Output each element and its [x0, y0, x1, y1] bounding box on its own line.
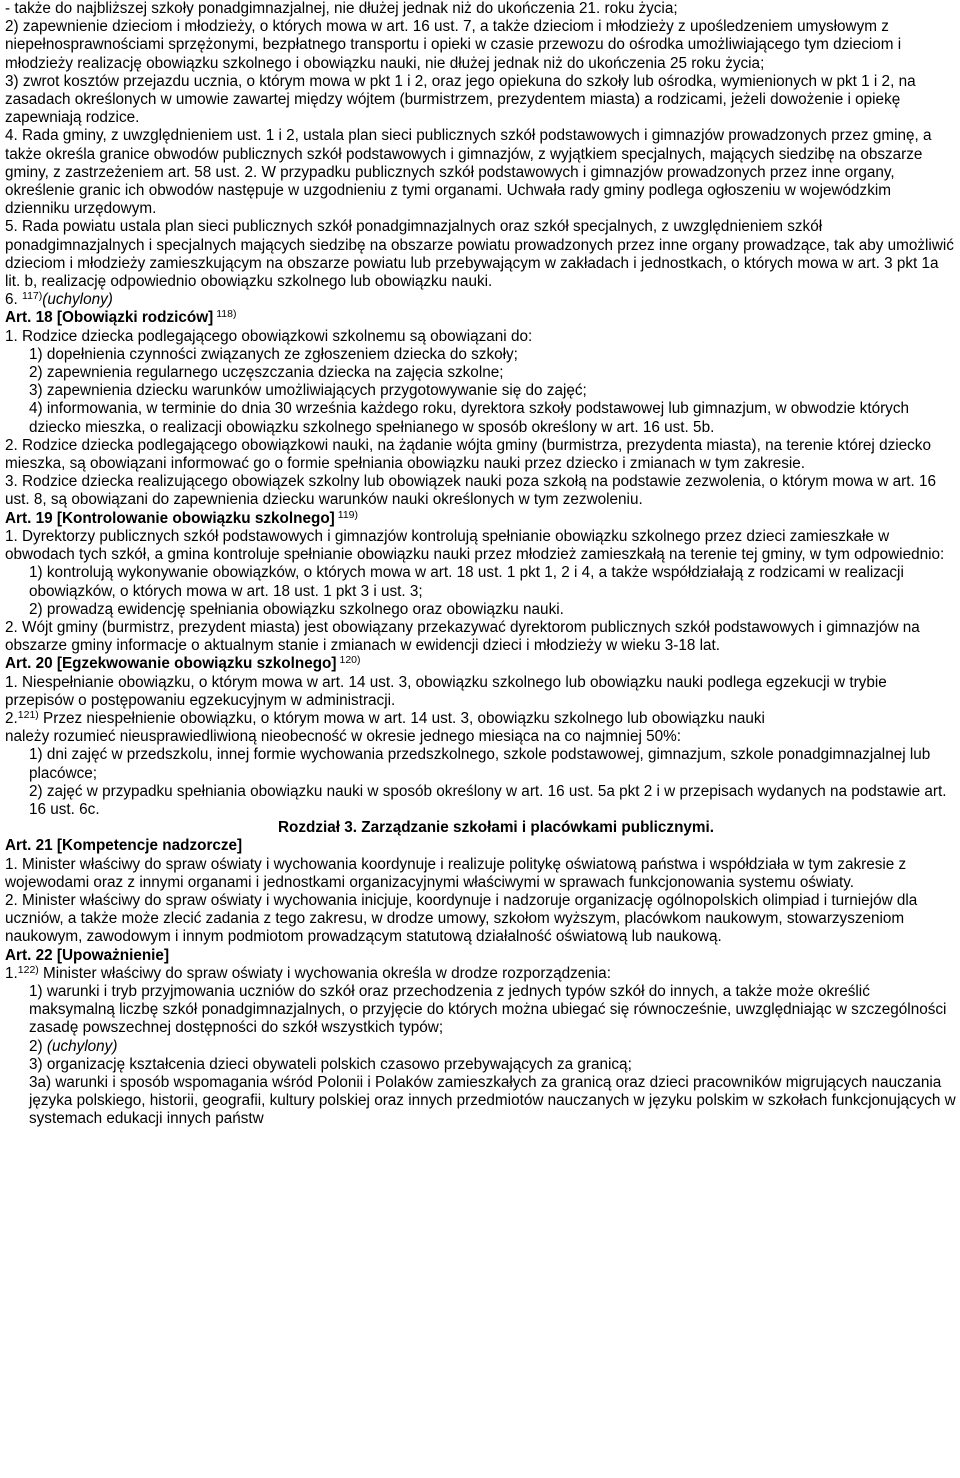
footnote-ref: 121) — [17, 708, 39, 721]
paragraph: 4. Rada gminy, z uwzględnieniem ust. 1 i 2, ustala plan sieci publicznych szkół podstawowych i gimnazjów prowadzonych przez gminę, a także określa granice obwodów publicznych szkół podstawowych i gimnazjów, z wyjątkiem specjalnych, mających siedzibę na obszarze gminy, z zastrzeżeniem art. 58 ust. 2. W przypadku publicznych szkół podstawowych i gimnazjów prowadzonych przez inne organy, określenie granic ich obwodów następuje w uzgodnieniu z tymi organami. Uchwała rady gminy podlega ogłoszeniu w wojewódzkim dzienniku urzędowym. — [5, 127, 932, 218]
paragraph — [5, 710, 957, 728]
article-title: Art. 19 [Kontrolowanie obowiązku szkolnego] — [5, 509, 335, 527]
repealed-text: (uchylony) — [42, 291, 113, 309]
paragraph-text: Minister właściwy do spraw oświaty i wychowania określa w drodze rozporządzenia: — [43, 964, 611, 982]
document-page — [5, 0, 957, 1129]
article-heading — [5, 947, 957, 965]
paragraph: 1. Niespełnianie obowiązku, o którym mowa w art. 14 ust. 3, obowiązku szkolnego lub obowiązku nauki podlega egzekucji w trybie przepisów o postępowaniu egzekucyjnym w administracji. — [5, 673, 887, 709]
list-item: 2) zajęć w przypadku spełniania obowiązku nauki w sposób określony w art. 16 ust. 5a pkt 2 i w przepisach wydanych na podstawie art. 16 ust. 6c. — [29, 782, 947, 818]
list-item: 4) informowania, w terminie do dnia 30 września każdego roku, dyrektora szkoły podstawowej lub gimnazjum, w obwodzie których dziecko mieszka, o realizacji obowiązku szkolnego spełnianego w sposób określony w art. 16 ust. 5b. — [29, 400, 909, 436]
list-item: 2) zapewnienie dzieciom i młodzieży, o których mowa w art. 16 ust. 7, a także dzieciom i młodzieży z upośledzeniem umysłowym z niepełnosprawnościami sprzężonymi, bezpłatnego transportu i opieki w czasie przewozu do ośrodka umożliwiającego tym dzieciom i młodzieży realizację obowiązku szkolnego i obowiązku nauki, nie dłużej jednak niż do ukończenia 25 roku życia; — [5, 18, 902, 72]
paragraph: 1. Minister właściwy do spraw oświaty i wychowania koordynuje i realizuje politykę oświatową państwa i współdziała w tym zakresie z wojewodami oraz z innymi organami i jednostkami organizacyjnymi właściwymi w sprawach funkcjonowania systemu oświaty. — [5, 855, 907, 891]
paragraph — [5, 965, 957, 983]
paragraph-number: 2. — [5, 709, 18, 727]
footnote-ref: 117) — [22, 290, 43, 303]
item-number: 2) — [29, 1037, 43, 1055]
repealed-text: (uchylony) — [46, 1037, 118, 1055]
article-heading — [5, 837, 957, 855]
footnote-ref: 119) — [337, 508, 359, 521]
paragraph: 1. Dyrektorzy publicznych szkół podstawowych i gimnazjów kontrolują spełnianie obowiązku szkolnego przez dzieci zamieszkałe w obwodach tych szkół, a gmina kontroluje spełnianie obowiązku nauki przez młodzież zamieszkałą na terenie tej gminy, w tym odpowiednio: — [5, 527, 945, 564]
article-heading — [5, 655, 957, 673]
list-item: 3) zwrot kosztów przejazdu ucznia, o którym mowa w pkt 1 i 2, oraz jego opiekuna do szkoły lub ośrodka, wymienionych w pkt 1 i 2, na zasadach określonych w umowie zawartej między wójtem (burmistrzem, prezydentem miasta) a rodzicami, jeżeli dowożenie i opiekę zapewniają rodzice. — [5, 72, 916, 127]
list-item: 1) dni zajęć w przedszkolu, innej formie wychowania przedszkolnego, szkole podstawowej, gimnazjum, szkole ponadgimnazjalnej lub placówce; — [29, 746, 931, 782]
list-item: - także do najbliższej szkoły ponadgimnazjalnej, nie dłużej jednak niż do ukończenia 21. roku życia; — [5, 0, 678, 17]
article-heading — [5, 309, 957, 327]
list-item: 1) dopełnienia czynności związanych ze zgłoszeniem dziecka do szkoły; — [29, 345, 518, 363]
list-item: 1) kontrolują wykonywanie obowiązków, o których mowa w art. 18 ust. 1 pkt 1, 2 i 4, a także współdziałają z rodzicami w realizacji obowiązków, o których mowa w art. 18 ust. 1 pkt 3 i ust. 3; — [29, 564, 904, 600]
chapter-title: Rozdział 3. Zarządzanie szkołami i placówkami publicznymi. — [277, 819, 715, 837]
article-heading — [5, 510, 957, 528]
paragraph: 2. Rodzice dziecka podlegającego obowiązkowi nauki, na żądanie wójta gminy (burmistrza, prezydenta miasta), na terenie której dziecko mieszka, są obowiązani informować go o formie spełniania obowiązku nauki przez dziecko i zmianach w tym zakresie. — [5, 436, 931, 473]
footnote-ref: 118) — [216, 308, 237, 321]
article-title: Art. 20 [Egzekwowanie obowiązku szkolnego] — [5, 655, 337, 673]
paragraph-number: 1. — [5, 964, 18, 982]
paragraph: 5. Rada powiatu ustala plan sieci publicznych szkół ponadgimnazjalnych oraz szkół specjalnych, z uwzględnieniem szkół ponadgimnazjalnych i specjalnych mających siedzibę na obszarze powiatu prowadzonych przez inne organy prowadzące, tak aby umożliwić dzieciom i młodzieży zamieszkującym na obszarze powiatu lub przebywającym w zakładach i jednostkach, o których mowa w art. 3 pkt 1a lit. b, realizację odpowiednio obowiązku szkolnego lub obowiązku nauki. — [5, 218, 954, 291]
paragraph-text: Przez niespełnienie obowiązku, o którym mowa w art. 14 ust. 3, obowiązku szkolnego lub obowiązku nauki — [43, 709, 765, 727]
article-title: Art. 21 [Kompetencje nadzorcze] — [5, 837, 243, 855]
list-item: 3) zapewnienia dziecku warunków umożliwiających przygotowywanie się do zajęć; — [29, 382, 587, 400]
list-item: 3) organizację kształcenia dzieci obywateli polskich czasowo przebywających za granicą; — [29, 1055, 632, 1073]
list-item-repealed — [5, 1038, 957, 1056]
paragraph: 1. Rodzice dziecka podlegającego obowiązkowi szkolnemu są obowiązani do: — [5, 327, 533, 345]
paragraph: 2. Minister właściwy do spraw oświaty i wychowania inicjuje, koordynuje i nadzoruje organizację ogólnopolskich olimpiad i turniejów dla uczniów, a także może zlecić zadania z tego zakresu, w drodze umowy, szkołom wyższym, placówkom naukowym, stowarzyszeniom naukowym, zawodowym i innym podmiotom prowadzącym statutową działalność oświatową lub naukową. — [5, 891, 918, 946]
paragraph: 2. Wójt gminy (burmistrz, prezydent miasta) jest obowiązany przekazywać dyrektorom publicznych szkół podstawowych i gimnazjów na obszarze gminy informacje o aktualnym stanie i zmianach w ewidencji dzieci i młodzieży w wieku 3-18 lat. — [5, 618, 920, 655]
paragraph: 3. Rodzice dziecka realizującego obowiązek szkolny lub obowiązek nauki poza szkołą na podstawie zezwolenia, o którym mowa w art. 16 ust. 8, są obowiązani do zapewnienia dziecku warunków nauki określonych w tym zezwoleniu. — [5, 473, 937, 509]
paragraph: należy rozumieć nieusprawiedliwioną nieobecność w okresie jednego miesiąca na co najmniej 50%: — [5, 728, 681, 746]
list-item: 2) zapewnienia regularnego uczęszczania dziecka na zajęcia szkolne; — [29, 364, 504, 382]
article-title: Art. 18 [Obowiązki rodziców] — [5, 309, 214, 327]
footnote-ref: 122) — [17, 963, 39, 976]
footnote-ref: 120) — [339, 654, 361, 667]
paragraph-repealed — [5, 291, 957, 309]
article-title: Art. 22 [Upoważnienie] — [5, 946, 170, 964]
list-item: 3a) warunki i sposób wspomagania wśród Polonii i Polaków zamieszkałych za granicą oraz dzieci pracowników migrujących nauczania języka polskiego, historii, geografii, kultury polskiej oraz innych przedmiotów nauczanych w języku polskim w szkołach funkcjonujących w systemach edukacji innych państw — [29, 1073, 956, 1128]
paragraph-number: 6. — [5, 291, 18, 309]
list-item: 2) prowadzą ewidencję spełniania obowiązku szkolnego oraz obowiązku nauki. — [29, 600, 564, 618]
list-item: 1) warunki i tryb przyjmowania uczniów do szkół oraz przechodzenia z jednych typów szkół do innych, a także może określić maksymalną liczbę szkół ponadgimnazjalnych, o przyjęcie do których można ubiegać się równocześnie, uwzględniając w szczególności zasadę powszechnej dostępności do szkół wszystkich typów; — [29, 982, 947, 1037]
